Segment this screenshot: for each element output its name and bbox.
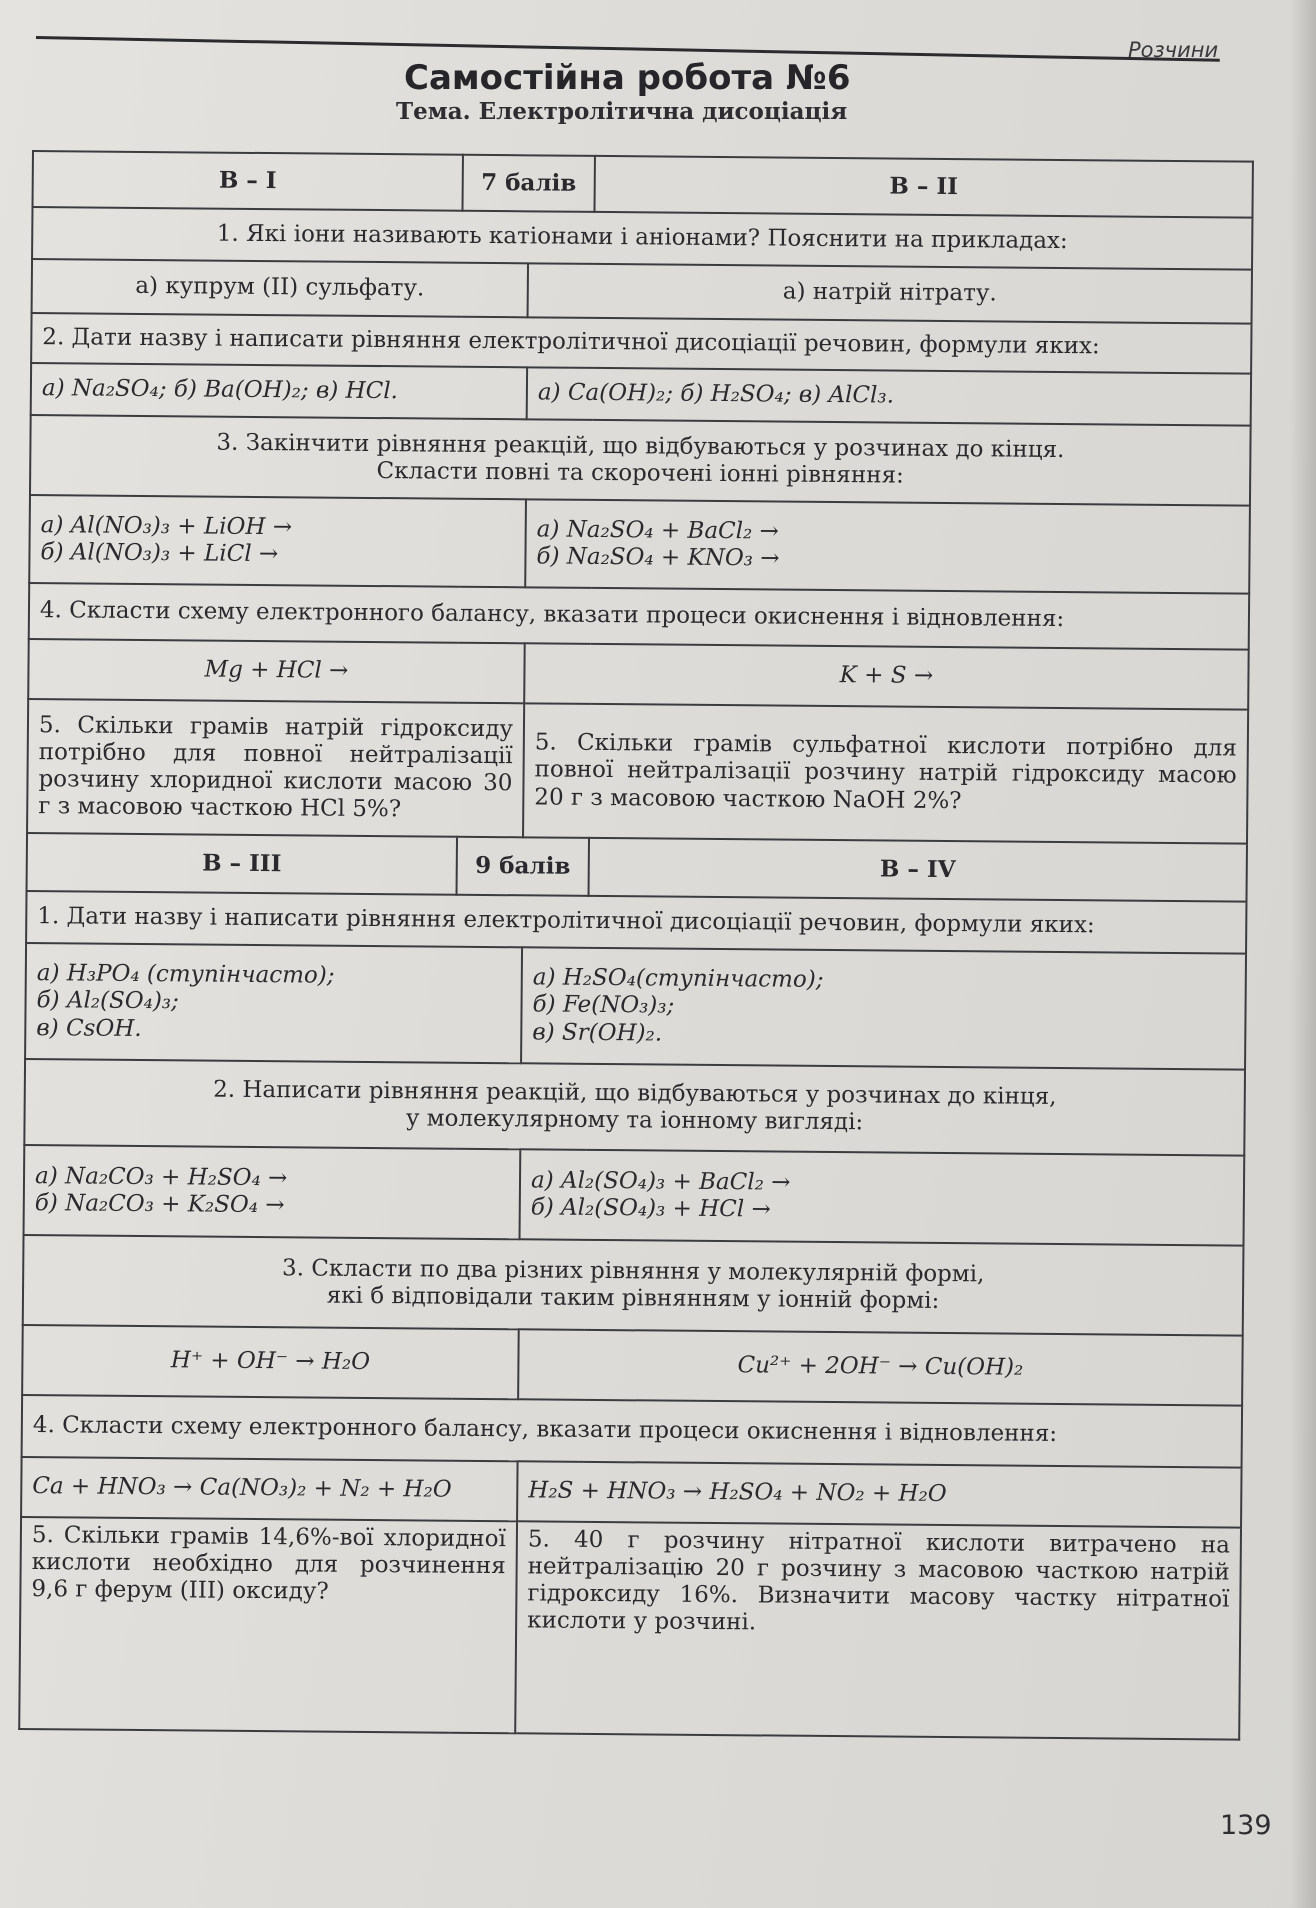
b2-q2-left2: б) Na₂CO₃ + K₂SO₄ → <box>34 1190 285 1219</box>
b2-q1-right2: б) Fe(NO₃)₃; <box>532 991 675 1020</box>
b2-q4-left: Ca + HNO₃ → Ca(NO₃)₂ + N₂ + H₂O <box>21 1457 518 1521</box>
block1-points: 7 балів <box>462 155 594 212</box>
b1-q1-left: а) купрум (ІІ) сульфату. <box>32 259 528 317</box>
b2-q1-text: 1. Дати назву і написати рівняння електролітичної дисоціації речовин, формули яких: <box>26 891 1246 954</box>
b1-q4-left: Mg + HCl → <box>28 639 525 703</box>
b1-q5-left: 5. Скільки грамів натрій гідроксиду потрібно для повної нейтралізації розчину хлоридної кислоти масою 30 г з масовою часткою HCl 5%? <box>27 699 524 837</box>
block2-points: 9 балів <box>457 837 590 896</box>
b2-q1-left3: в) CsOH. <box>36 1014 142 1042</box>
b2-q4-right: H₂S + HNO₃ → H₂SO₄ + NO₂ + H₂O <box>517 1461 1242 1527</box>
b1-q4-right: K + S → <box>524 643 1249 709</box>
page-title: Самостійна робота №6 <box>404 58 851 98</box>
b1-q2-right: а) Ca(OH)₂; б) H₂SO₄; в) AlCl₃. <box>527 367 1251 425</box>
b1-q3-right1: а) Na₂SO₄ + BaCl₂ → <box>536 516 779 545</box>
b1-q3-right2: б) Na₂SO₄ + KNO₃ → <box>536 543 780 572</box>
assignment-table <box>18 150 1254 1741</box>
b1-q3-left <box>29 495 526 587</box>
b1-q2-left: а) Na₂SO₄; б) Ba(OH)₂; в) HCl. <box>31 363 527 419</box>
b1-q1-text: 1. Які іони називають катіонами і аніонами? Пояснити на прикладах: <box>32 207 1252 270</box>
b2-q2-left <box>24 1145 521 1239</box>
b2-q2-left1: а) Na₂CO₃ + H₂SO₄ → <box>34 1162 288 1192</box>
b2-q5-left: 5. Скільки грамів 14,6%-вої хлоридної кислоти необхідно для розчинення 9,6 г ферум (ІІІ) оксиду? <box>19 1517 517 1733</box>
b2-q1-right1: а) H₂SO₄(ступінчасто); <box>532 964 824 994</box>
b2-q1-left2: б) Al₂(SO₄)₃; <box>36 987 179 1015</box>
b1-q3-line2: Скласти повні та скорочені іонні рівняння: <box>376 458 904 489</box>
b2-q3-left: H⁺ + OH⁻ → H₂O <box>22 1325 519 1399</box>
b1-q1-right: а) натрій нітрату. <box>528 263 1252 323</box>
page-number: 139 <box>1220 1810 1272 1841</box>
b2-q2-line2: у молекулярному та іонному вигляді: <box>405 1105 864 1136</box>
b2-q1-left <box>25 943 522 1063</box>
b2-q2-right <box>520 1149 1245 1245</box>
b1-q3-left2: б) Al(NO₃)₃ + LiCl → <box>40 539 279 568</box>
b2-q3-line1: 3. Скласти по два різних рівняння у молекулярній формі, <box>281 1255 985 1288</box>
b2-q1-right3: в) Sr(OH)₂. <box>532 1018 663 1047</box>
page-subtitle: Тема. Електролітична дисоціація <box>396 98 848 125</box>
variant-1-label: В – І <box>33 151 463 211</box>
b1-q3-text <box>30 415 1251 506</box>
variant-4-label: В – ІV <box>589 838 1247 902</box>
b1-q4-text: 4. Скласти схему електронного балансу, вказати процеси окиснення і відновлення: <box>29 583 1249 650</box>
b2-q5-right: 5. 40 г розчину нітратної кислоти витрачено на нейтралізацію 20 г розчину з масовою часткою натрій гідроксиду 16%. Визначити масову частку нітратної кислоти у розчині. <box>515 1521 1241 1739</box>
b2-q2-text <box>24 1059 1245 1156</box>
b2-q2-right2: б) Al₂(SO₄)₃ + HCl → <box>530 1194 771 1223</box>
b2-q3-text <box>23 1235 1244 1336</box>
b2-q1-right <box>521 947 1246 1069</box>
b1-q2-text: 2. Дати назву і написати рівняння електролітичної дисоціації речовин, формули яких: <box>31 313 1251 374</box>
variant-2-label: В – ІІ <box>594 156 1252 218</box>
b2-q2-right1: а) Al₂(SO₄)₃ + BaCl₂ → <box>530 1167 791 1196</box>
b1-q3-left1: а) Al(NO₃)₃ + LiOH → <box>40 511 293 541</box>
b1-q3-line1: 3. Закінчити рівняння реакцій, що відбуваються у розчинах до кінця. <box>216 429 1065 463</box>
b2-q4-text: 4. Скласти схему електронного балансу, вказати процеси окиснення і відновлення: <box>22 1395 1243 1468</box>
b2-q2-line1: 2. Написати рівняння реакцій, що відбуваються у розчинах до кінця, <box>213 1076 1057 1110</box>
section-label: Розчини <box>1128 38 1219 62</box>
b1-q5-right: 5. Скільки грамів сульфатної кислоти потрібно для повної нейтралізації розчину натрій гідроксиду масою 20 г з масовою часткою NaOH 2%? <box>523 703 1248 843</box>
b2-q3-line2: які б відповідали таким рівнянням у іонній формі: <box>326 1282 940 1314</box>
worksheet <box>18 150 1268 1801</box>
page-edge-shadow <box>1290 0 1316 1908</box>
variant-3-label: В – ІІІ <box>27 833 457 895</box>
b2-q3-right: Cu²⁺ + 2OH⁻ → Cu(OH)₂ <box>518 1329 1243 1405</box>
b2-q1-left1: а) H₃PO₄ (ступінчасто); <box>36 960 335 989</box>
b1-q3-right <box>525 499 1250 593</box>
